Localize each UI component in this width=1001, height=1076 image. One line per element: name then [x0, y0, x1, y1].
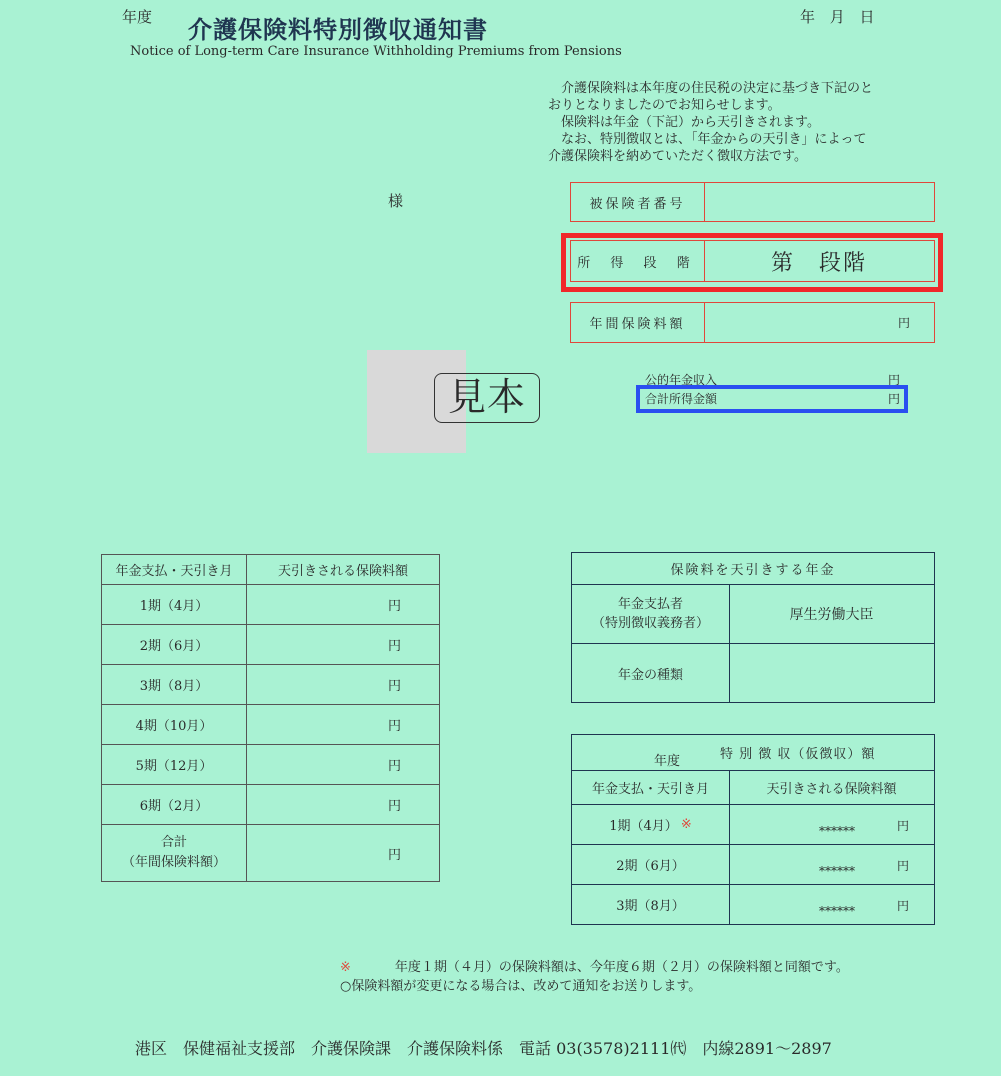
insured-number-value [704, 183, 934, 221]
masked-amount: ****** [819, 824, 855, 838]
annual-premium-box [570, 302, 935, 343]
insured-number-label: 被保険者番号 [571, 183, 705, 221]
period-cell [572, 805, 730, 845]
amount-cell: 円 [247, 625, 440, 665]
period-cell: 6期（2月） [102, 785, 247, 825]
intro-line: 介護保険料を納めていただく徴収方法です。 [548, 149, 807, 164]
annual-premium-yen: 円 [897, 316, 910, 330]
document-subtitle: Notice of Long-term Care Insurance Withholding Premiums from Pensions [130, 44, 622, 59]
reference-mark: ※ [340, 960, 351, 975]
total-sublabel: （年間保険料額） [121, 855, 226, 870]
addressee-suffix: 様 [388, 192, 404, 210]
amount-cell: 円 [247, 665, 440, 705]
period-cell: 2期（6月） [102, 625, 247, 665]
provisional-year-label: 年度 [654, 754, 681, 769]
yen-unit: 円 [897, 899, 910, 913]
period-cell: 1期（4月） [102, 585, 247, 625]
table-row [102, 585, 440, 625]
column-header: 年金支払・天引き月 [102, 555, 247, 585]
period-cell: 3期（8月） [102, 665, 247, 705]
payer-sublabel: （特別徴収義務者） [591, 615, 709, 631]
table-row [102, 745, 440, 785]
amount-cell: 円 [247, 745, 440, 785]
table-header-row [102, 555, 440, 585]
total-income-label: 合計所得金額 [645, 392, 718, 406]
amount-cell [729, 805, 934, 845]
premium-schedule-table [101, 554, 440, 882]
total-income-yen: 円 [888, 392, 901, 406]
amount-cell [729, 845, 934, 885]
masked-amount: ****** [819, 864, 855, 878]
column-header: 年金支払・天引き月 [572, 771, 730, 805]
table-row [102, 705, 440, 745]
pension-box-title: 保険料を天引きする年金 [572, 553, 934, 585]
total-label: 合計 [160, 835, 187, 850]
public-pension-yen: 円 [888, 373, 901, 387]
period-text: 1期（4月） [609, 819, 678, 834]
table-row [102, 785, 440, 825]
notes [340, 958, 849, 996]
pension-box [571, 552, 935, 703]
period-cell: 3期（8月） [572, 885, 730, 924]
provisional-title-row [572, 735, 934, 771]
income-stage-box [570, 240, 935, 282]
date-label: 年 月 日 [800, 8, 875, 26]
amount-cell: 円 [247, 585, 440, 625]
masked-amount: ****** [819, 904, 855, 918]
provisional-collection-box [571, 734, 935, 925]
sample-stamp: 見本 [434, 373, 540, 423]
insured-number-box [570, 182, 935, 222]
pension-type-label: 年金の種類 [572, 644, 730, 702]
table-row [102, 665, 440, 705]
payer-value: 厚生労働大臣 [729, 584, 934, 644]
note-line: ○保険料額が変更になる場合は、改めて通知をお送りします。 [340, 979, 702, 994]
income-stage-value: 第 段階 [770, 250, 867, 276]
provisional-title: 特 別 徴 収（仮徴収）額 [720, 747, 876, 762]
income-stage-label: 所 得 段 階 [571, 241, 705, 281]
intro-line: 介護保険料は本年度の住民税の決定に基づき下記のと [548, 81, 874, 96]
amount-cell: 円 [247, 785, 440, 825]
intro-text [548, 80, 943, 165]
payer-label-cell [572, 584, 730, 644]
year-label: 年度 [122, 8, 153, 26]
yen-unit: 円 [897, 859, 910, 873]
period-cell: 5期（12月） [102, 745, 247, 785]
period-cell: 2期（6月） [572, 845, 730, 885]
total-amount-cell: 円 [247, 825, 440, 882]
intro-line: 保険料は年金（下記）から天引きされます。 [548, 115, 820, 130]
intro-line: なお、特別徴収とは、「年金からの天引き」によって [548, 132, 867, 147]
note-line: 年度１期（４月）の保険料額は、今年度６期（２月）の保険料額と同額です。 [394, 960, 849, 975]
document-title: 介護保険料特別徴収通知書 [188, 15, 488, 44]
total-label-cell [102, 825, 247, 882]
annual-premium-label: 年間保険料額 [571, 303, 705, 342]
table-total-row [102, 825, 440, 882]
amount-cell [729, 885, 934, 924]
amount-cell: 円 [247, 705, 440, 745]
table-row [102, 625, 440, 665]
pension-type-value [729, 644, 934, 702]
intro-line: おりとなりましたのでお知らせします。 [548, 98, 781, 113]
payer-label: 年金支払者 [617, 596, 683, 612]
yen-unit: 円 [897, 819, 910, 833]
column-header: 天引きされる保険料額 [729, 771, 934, 805]
issuer-contact: 港区 保健福祉支援部 介護保険課 介護保険料係 電話 03(3578)2111㈹ 内線2891～2897 [135, 1039, 832, 1058]
period-cell: 4期（10月） [102, 705, 247, 745]
reference-mark: ※ [680, 817, 692, 832]
public-pension-label: 公的年金収入 [645, 373, 718, 387]
column-header: 天引きされる保険料額 [247, 555, 440, 585]
